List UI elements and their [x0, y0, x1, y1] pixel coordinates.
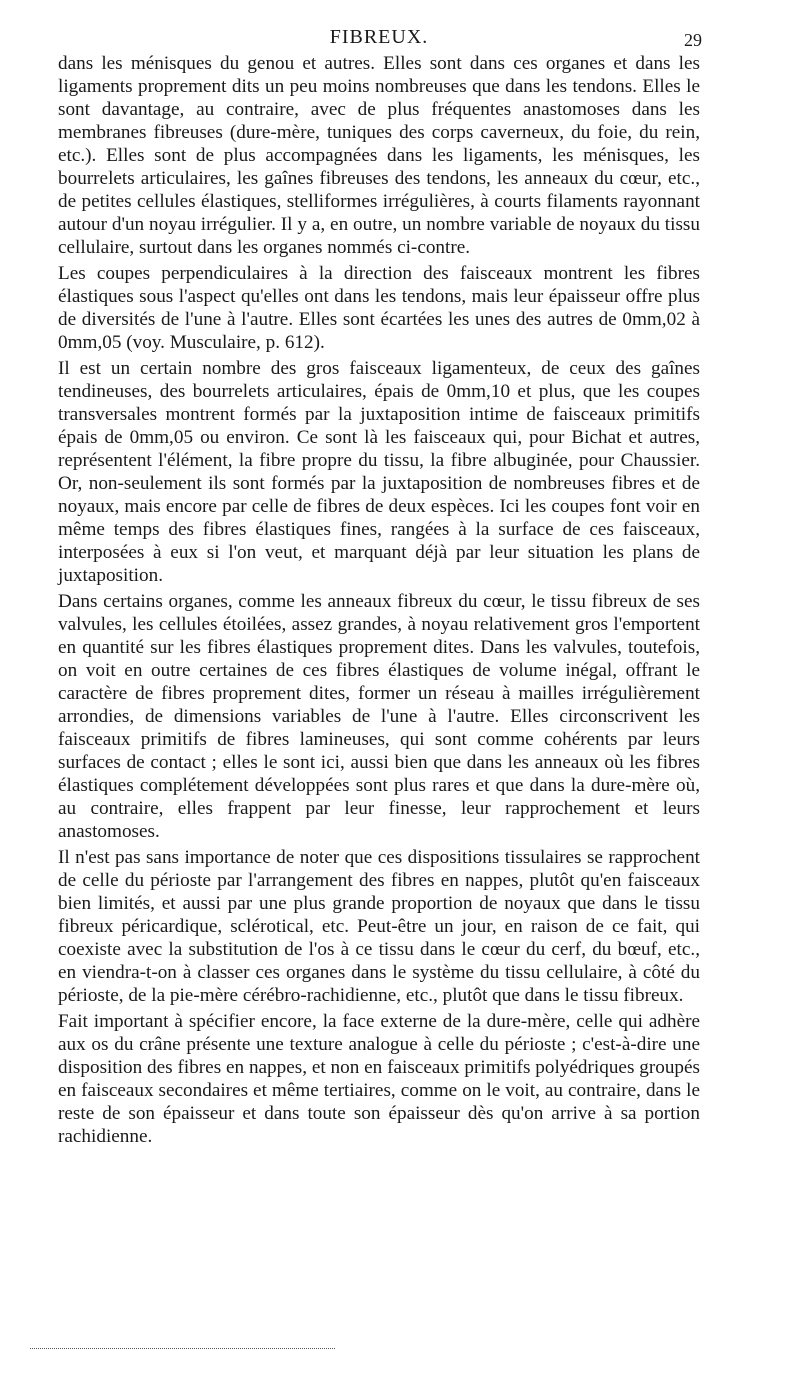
paragraph-1: dans les ménisques du genou et autres. Elles sont dans ces organes et dans les ligaments proprement dits un peu moins nombreuses que dans les tendons. Elles le sont davantage, au contraire, avec de plus fréquentes anastomoses dans les membranes fibreuses (dure-mère, tuniques des corps caverneux, du foie, du rein, etc.). Elles sont de plus accompagnées dans les ligaments, les ménisques, les bourrelets articulaires, les gaînes fibreuses des tendons, les anneaux du cœur, etc., de petites cellules élastiques, stelliformes irrégulières, à courts filaments rayonnant autour d'un noyau irrégulier. Il y a, en outre, un nombre variable de noyaux du tissu cellulaire, surtout dans les organes nommés ci-contre. — [58, 53, 700, 258]
running-head — [58, 22, 700, 52]
paragraph-2: Les coupes perpendiculaires à la direction des faisceaux montrent les fibres élastiques sous l'aspect qu'elles ont dans les tendons, mais leur épaisseur offre plus de diversités de l'une à l'autre. Elles sont écartées les unes des autres de 0mm,02 à 0mm,05 (voy. Musculaire, p. 612). — [58, 263, 700, 353]
paragraph-6: Fait important à spécifier encore, la face externe de la dure-mère, celle qui adhère aux os du crâne présente une texture analogue à celle du périoste ; c'est-à-dire une disposition des fibres en nappes, et non en faisceaux primitifs polyédriques groupés en faisceaux secondaires et même tertiaires, comme on le voit, au contraire, dans le reste de son épaisseur et dans toute son épaisseur dès qu'on arrive à sa portion rachidienne. — [58, 1011, 700, 1147]
footer-dotted-rule — [30, 1348, 335, 1349]
page-number: 29 — [684, 30, 702, 50]
paragraph-5: Il n'est pas sans importance de noter que ces dispositions tissulaires se rapprochent de celle du périoste par l'arrangement des fibres en nappes, plutôt qu'en faisceaux bien limités, et aussi par une plus grande proportion de noyaux que dans le tissu fibreux péricardique, sclérotical, etc. Peut-être un jour, en raison de ce fait, qui coexiste avec la substitution de l'os à ce tissu dans le cœur du cerf, du bœuf, etc., en viendra-t-on à classer ces organes dans le système du tissu cellulaire, à côté du périoste, de la pie-mère cérébro-rachidienne, etc., plutôt que dans le tissu fibreux. — [58, 847, 700, 1006]
running-title: FIBREUX. — [329, 26, 429, 48]
book-page — [58, 22, 700, 1151]
paragraph-3: Il est un certain nombre des gros faisceaux ligamenteux, de ceux des gaînes tendineuses, des bourrelets articulaires, épais de 0mm,10 et plus, que les coupes transversales montrent formés par la juxtaposition intime de faisceaux primitifs épais de 0mm,05 ou environ. Ce sont là les faisceaux qui, pour Bichat et autres, représentent l'élément, la fibre propre du tissu, la fibre albuginée, pour Chaussier. Or, non-seulement ils sont formés par la juxtaposition de nombreuses fibres et de noyaux, mais encore par celle de fibres de deux espèces. Ici les coupes font voir en même temps des fibres élastiques fines, rangées à la surface de ces faisceaux, interposées à eux si l'on veut, et marquant déjà par leur situation les plans de juxtaposition. — [58, 358, 700, 586]
body-text — [58, 52, 700, 1148]
paragraph-4: Dans certains organes, comme les anneaux fibreux du cœur, le tissu fibreux de ses valvules, les cellules étoilées, assez grandes, à noyau relativement gros l'emportent en quantité sur les fibres élastiques proprement dites. Dans les valvules, toutefois, on voit en outre certaines de ces fibres élastiques de volume inégal, offrant le caractère de fibres proprement dites, former un réseau à mailles irrégulièrement arrondies, de dimensions variables de l'une à l'autre. Elles circonscrivent les faisceaux primitifs de fibres lamineuses, qui sont comme cohérents par leurs surfaces de contact ; elles le sont ici, aussi bien que dans les anneaux où les fibres élastiques complétement développées sont plus rares et que dans la dure-mère où, au contraire, elles frappent par leur finesse, leur rapprochement et leurs anastomoses. — [58, 591, 700, 842]
